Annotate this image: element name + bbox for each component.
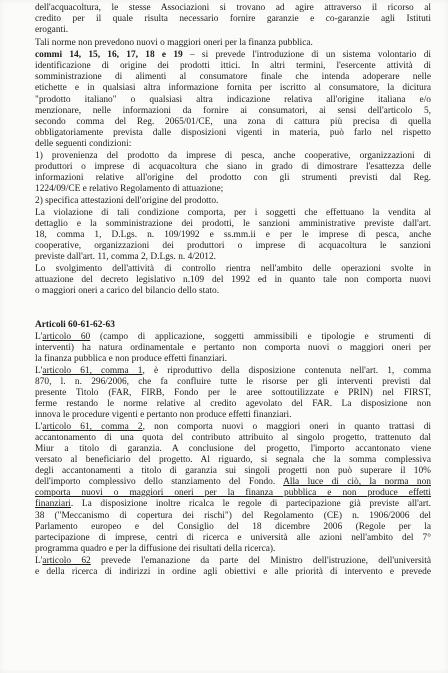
- text-line: versato al beneficiario del progetto. Al riguardo, si segnala che la somma complessiva: [35, 455, 431, 465]
- text-line: "prodotto italiano" o qualsiasi altra indicazione relativa all'origine italiana e/o: [35, 95, 431, 105]
- text-span: L': [35, 332, 43, 342]
- text-line: Lo svolgimento dell'attività di controllo rientra nell'ambito delle operazioni svolte in: [35, 264, 431, 274]
- text-line: [35, 477, 431, 488]
- text-line: credito per il quale risulta necessario fornire garanzie e co-garanzie agli Istituti: [35, 14, 431, 24]
- article-reference: articolo 61, comma 1: [42, 366, 143, 376]
- text-span: , è riproduttivo della disposizione contenuta nell'art. 1, comma: [142, 366, 431, 376]
- text-line: 38 ("Meccanismo di copertura dei rischi") del Regolamento (CE) n. 1906/2006 del: [35, 511, 431, 521]
- text-line: [35, 422, 431, 433]
- text-line: produttori o imprese di acquacoltura che siano in grado di dimostrare l'esattezza delle: [35, 162, 431, 172]
- text-line: dettaglio e la somministrazione dei prodotti, le sanzioni amministrative previste dall'art.: [35, 219, 431, 229]
- text-line: 1) provenienza del prodotto da imprese di pesca, anche cooperative, organizzazioni di: [35, 151, 431, 161]
- underlined-text: finanziari: [35, 499, 71, 509]
- text-span: L': [35, 422, 43, 432]
- text-line: Miur a titolo di garanzia. A conclusione del progetto, l'importo accantonato viene: [35, 444, 431, 454]
- text-line: dell'acquacoltura, le stesse Associazioni si trovano ad agire attraverso il ricorso al: [35, 3, 431, 13]
- text-line: somministrazione di alimenti al consumatore finale che intenda adoperare nelle: [35, 72, 431, 82]
- section-heading: Articoli 60-61-62-63: [35, 320, 115, 330]
- text-span: , non comporta nuovi o maggiori oneri in quanto trattasi di: [142, 422, 431, 432]
- text-line: innova le procedure vigenti e pertanto non produce effetti finanziari.: [35, 410, 292, 420]
- text-line: eroganti.: [35, 25, 69, 35]
- text-line: e della ricerca di indirizzi in ordine agli obiettivi e alle priorità di intervento e prevede: [35, 567, 431, 577]
- text-line: informazioni relative all'origine del prodotto con gli strumenti previsti dal Reg.: [35, 173, 431, 183]
- text-span: . La disposizione inoltre ricalca le regole di partecipazione già previste all'art.: [70, 499, 431, 509]
- text-line: ferme restando le norme relative al credito agevolato del FAR. La disposizione non: [35, 399, 431, 409]
- text-line: degli accantonamenti a titolo di garanzia sui singoli progetti non può superare il 10%: [35, 466, 431, 476]
- text-line: menzionare, nelle informazioni da fornire ai consumatori, ai sensi dell'articolo 5,: [35, 106, 431, 116]
- article-reference: articolo 60: [42, 332, 91, 342]
- text-line: [35, 556, 431, 567]
- text-line: Parlamento europeo e del Consiglio del 18 dicembre 2006 (Regole per la: [35, 522, 431, 532]
- text-line: [35, 499, 431, 510]
- text-line: obbligatoriamente prevista dalle disposizioni vigenti in materia, può farlo nel rispetto: [35, 128, 431, 138]
- underlined-text: comporta nuovi o maggiori oneri per la finanza pubblica e non produce effetti: [35, 488, 431, 498]
- article-reference: articolo 61, comma 2: [42, 422, 143, 432]
- text-span: L': [35, 366, 43, 376]
- text-line: [35, 366, 431, 377]
- text-line: interventi) ha natura ordinamentale e pertanto non comporta nuovi o maggiori oneri per: [35, 343, 431, 353]
- text-line: programma quadro e per la diffusione dei risultati della ricerca).: [35, 544, 276, 554]
- text-line: accantonamento di una quota del contributo attribuito al singolo progetto, trattenuto dal: [35, 433, 431, 443]
- text-span: L': [35, 556, 43, 566]
- text-span: dell'importo complessivo dello stanziamento del Fondo.: [35, 477, 284, 487]
- text-line: la finanza pubblica e non produce effetti finanziari.: [35, 354, 227, 364]
- commi-heading: commi 14, 15, 16, 17, 18 e 19: [35, 50, 183, 60]
- text-line: [35, 332, 431, 343]
- text-span: – si prevede l'introduzione di un sistema volontario di: [182, 50, 431, 60]
- commi-heading-line: [35, 50, 431, 61]
- text-line: attuazione del decreto legislativo n.109 del 1992 ed in quanto tale non comporta nuovi: [35, 275, 431, 285]
- text-line: Tali norme non prevedono nuovi o maggiori oneri per la finanza pubblica.: [35, 38, 313, 48]
- text-line: presente Titolo (FAR, FIRB, Fondo per le aree sottoutilizzate e PRIN) nel FIRST,: [35, 388, 431, 398]
- text-span: (campo di applicazione, soggetti ammissibili e tipologie e strumenti di: [90, 332, 431, 342]
- text-span: prevede l'emanazione da parte del Ministro dell'istruzione, dell'università: [90, 556, 431, 566]
- text-line: identificazione di origine dei prodotti ittici. In altri termini, l'esercente attività di: [35, 61, 431, 71]
- underlined-text: Alla luce di ciò, la norma non: [283, 477, 431, 487]
- text-line: o maggiori oneri a carico del bilancio dello stato.: [35, 286, 220, 296]
- text-line: delle seguenti condizioni:: [35, 139, 132, 149]
- text-line: 18, comma 1, D.Lgs. n. 109/1992 e ss.mm.ii e per le imprese di pesca, anche: [35, 230, 431, 240]
- article-reference: articolo 62: [42, 556, 91, 566]
- text-line: partecipazione di imprese, centri di ricerca e università alle azioni nell'ambito del 7°: [35, 533, 431, 543]
- text-line: La violazione di tali condizione comporta, per i soggetti che effettuano la vendita al: [35, 208, 431, 218]
- text-line: cooperative, organizzazioni dei produttori o imprese di acquacoltura le sanzioni: [35, 241, 431, 251]
- text-line: 1224/09/CE e relativo Regolamento di attuazione;: [35, 184, 224, 194]
- text-line: etichette e in qualsiasi altra informazione fornita per iscritto al consumatore, la dicitura: [35, 83, 431, 93]
- text-line: previste dall'art. 11, comma 2, D.Lgs. n. 4/2012.: [35, 252, 216, 262]
- text-line: 870, l. n. 296/2006, che fa confluire tutte le risorse per gli interventi previsti dal: [35, 377, 431, 387]
- text-line: 2) specifica attestazioni dell'origine del prodotto.: [35, 196, 219, 206]
- text-line: secondo comma del Reg. 2065/01/CE, una zona di cattura più precisa di quella: [35, 117, 431, 127]
